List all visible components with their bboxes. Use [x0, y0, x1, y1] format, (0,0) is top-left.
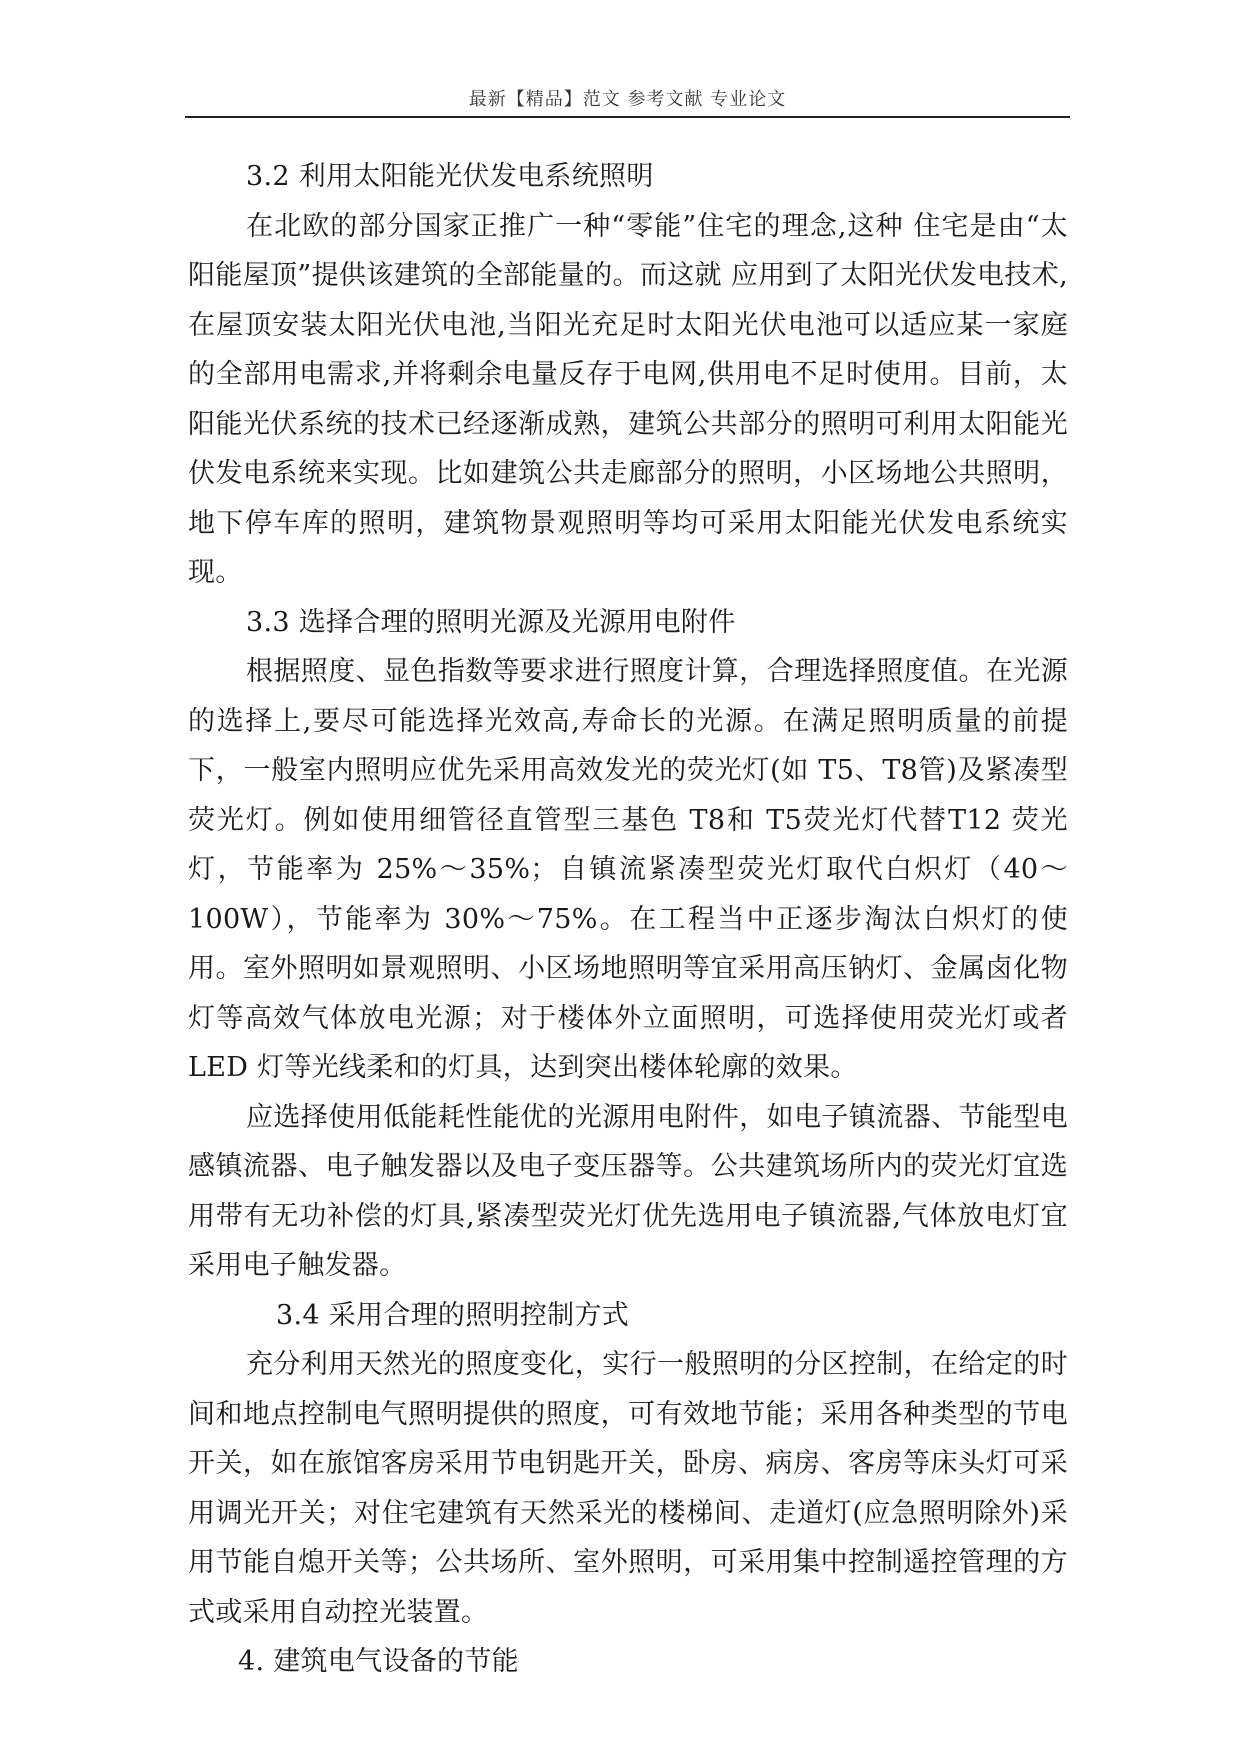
section-heading-3-4: 3.4 采用合理的照明控制方式: [276, 1299, 630, 1331]
header-divider: [185, 116, 1070, 118]
paragraph-3-3-accessories: 应选择使用低能耗性能优的光源用电附件，如电子镇流器、节能型电感镇流器、电子触发器以及电子变压器等。公共建筑场所内的荧光灯宜选用带有无功补偿的灯具,紧凑型荧光灯优先选用电子镇流器,气体放电灯宜采用电子触发器。: [188, 1101, 1068, 1281]
paragraph-3-4: 充分利用天然光的照度变化，实行一般照明的分区控制，在给定的时间和地点控制电气照明提供的照度，可有效地节能；采用各种类型的节电开关，如在旅馆客房采用节电钥匙开关，卧房、病房、客房等床头灯可采用调光开关；对住宅建筑有天然采光的楼梯间、走道灯(应急照明除外)采用节能自熄开关等；公共场所、室外照明，可采用集中控制遥控管理的方式或采用自动控光装置。: [188, 1349, 1068, 1628]
section-heading-4: 4. 建筑电气设备的节能: [238, 1646, 519, 1677]
paragraph-3-2: 在北欧的部分国家正推广一种“零能”住宅的理念,这种 住宅是由“太阳能屋顶”提供该建筑的全部能量的。而这就 应用到了太阳光伏发电技术,在屋顶安装太阳光伏电池,当阳光充足时太阳光伏电池可以适应某一家庭的全部用电需求,并将剩余电量反存于电网,供用电不足时使用。目前，太阳能光伏系统的技术已经逐渐成熟，建筑公共部分的照明可利用太阳能光伏发电系统来实现。比如建筑公共走廊部分的照明，小区场地公共照明，地下停车库的照明，建筑物景观照明等均可采用太阳能光伏发电系统实现。: [188, 210, 1068, 588]
document-body: [188, 152, 1068, 1687]
paragraph-3-3-light-source: 根据照度、显色指数等要求进行照度计算，合理选择照度值。在光源的选择上,要尽可能选择光效高,寿命长的光源。在满足照明质量的前提下，一般室内照明应优先采用高效发光的荧光灯(如 T5、T8管)及紧凑型荧光灯。例如使用细管径直管型三基色 T8和 T5荧光灯代替T12 荧光灯，节能率为 25%～35%；自镇流紧凑型荧光灯取代白炽灯（40～100W），节能率为 30%～75%。在工程当中正逐步淘汰白炽灯的使用。室外照明如景观照明、小区场地照明等宜采用高压钠灯、金属卤化物灯等高效气体放电光源；对于楼体外立面照明，可选择使用荧光灯或者 LED 灯等光线柔和的灯具，达到突出楼体轮廓的效果。: [188, 656, 1068, 1083]
section-heading-3-2: 3.2 利用太阳能光伏发电系统照明: [246, 161, 654, 192]
page-header: 最新【精品】范文 参考文献 专业论文: [468, 89, 787, 110]
section-heading-3-3: 3.3 选择合理的照明光源及光源用电附件: [246, 606, 736, 638]
